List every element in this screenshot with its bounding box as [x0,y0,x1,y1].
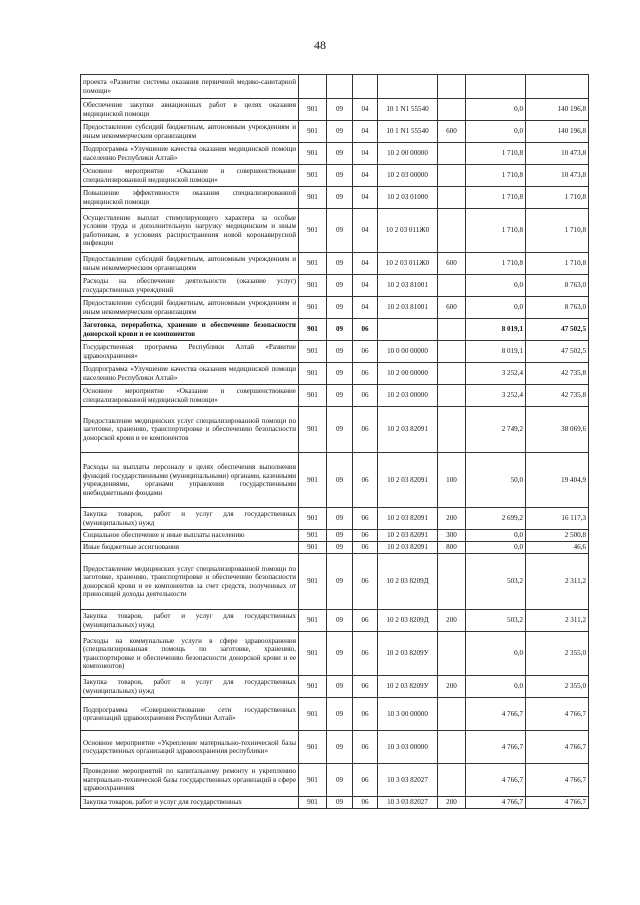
expense-type-cell: 800 [438,542,466,554]
section-code-cell: 09 [327,698,353,731]
amount-1-cell: 503,2 [466,610,526,632]
amount-2-cell: 2 355,0 [526,676,589,698]
table-row [81,363,589,385]
expense-type-cell: 200 [438,610,466,632]
target-article-cell: 10 2 00 00000 [378,143,438,165]
table-row [81,143,589,165]
admin-code-cell: 901 [299,385,327,407]
target-article-cell: 10 2 03 81001 [378,275,438,297]
expense-type-cell [438,275,466,297]
expense-type-cell: 600 [438,121,466,143]
admin-code-cell: 901 [299,698,327,731]
table-row [81,99,589,121]
admin-code-cell: 901 [299,676,327,698]
expense-type-cell [438,554,466,610]
subsection-code-cell: 06 [353,530,378,542]
admin-code-cell: 901 [299,797,327,809]
table-row [81,165,589,187]
target-article-cell: 10 2 03 82091 [378,407,438,453]
section-code-cell: 09 [327,165,353,187]
table-row [81,554,589,610]
amount-2-cell: 47 502,5 [526,341,589,363]
admin-code-cell: 901 [299,530,327,542]
item-name-cell: Основное мероприятие «Оказание и совершенствование специализированной медицинской помощи» [81,165,299,187]
table-body [81,75,589,809]
amount-1-cell: 0,0 [466,530,526,542]
subsection-code-cell: 06 [353,319,378,341]
admin-code-cell: 901 [299,610,327,632]
section-code-cell: 09 [327,209,353,253]
subsection-code-cell: 04 [353,121,378,143]
section-code-cell: 09 [327,453,353,508]
target-article-cell: 10 1 N1 55540 [378,121,438,143]
amount-2-cell: 10 473,8 [526,165,589,187]
expense-type-cell [438,731,466,764]
amount-2-cell: 140 196,8 [526,99,589,121]
item-name-cell: Расходы на коммунальные услуги в сфере здравоохранения (специализированная помощь по заготовке, хранению, транспортировке и обеспечению безопасности донорской крови и ее компонентов) [81,632,299,676]
table-row [81,542,589,554]
target-article-cell: 10 3 00 00000 [378,698,438,731]
item-name-cell: Основное мероприятие «Укрепление материально-технической базы государственных организаций здравоохранения республики» [81,731,299,764]
section-code-cell: 09 [327,341,353,363]
section-code-cell: 09 [327,121,353,143]
section-code-cell: 09 [327,275,353,297]
expense-type-cell: 200 [438,508,466,530]
amount-2-cell: 46,6 [526,542,589,554]
target-article-cell: 10 2 03 00000 [378,385,438,407]
expense-type-cell [438,764,466,797]
admin-code-cell: 901 [299,121,327,143]
table-row [81,209,589,253]
subsection-code-cell: 06 [353,698,378,731]
target-article-cell: 10 2 03 82091 [378,542,438,554]
subsection-code-cell: 06 [353,341,378,363]
item-name-cell: Подпрограмма «Улучшение качества оказания медицинской помощи населению Республики Алтай» [81,363,299,385]
table-row [81,385,589,407]
amount-2-cell: 2 500,8 [526,530,589,542]
target-article-cell: 10 2 03 82091 [378,508,438,530]
item-name-cell: Проведение мероприятий по капитальному ремонту и укреплению материально-технической базы государственных организаций в сфере здравоохранения [81,764,299,797]
table-row [81,319,589,341]
section-code-cell: 09 [327,143,353,165]
amount-1-cell: 0,0 [466,542,526,554]
table-row [81,341,589,363]
admin-code-cell: 901 [299,209,327,253]
amount-2-cell [526,75,589,99]
amount-1-cell: 0,0 [466,99,526,121]
section-code-cell: 09 [327,363,353,385]
expense-type-cell: 600 [438,253,466,275]
section-code-cell: 09 [327,632,353,676]
amount-2-cell: 42 735,8 [526,385,589,407]
amount-1-cell: 3 252,4 [466,363,526,385]
admin-code-cell: 901 [299,731,327,764]
item-name-cell: Подпрограмма «Совершенствование сети государственных организаций здравоохранения Республики Алтай» [81,698,299,731]
item-name-cell: Обеспечение закупки авиационных работ в целях оказания медицинской помощи [81,99,299,121]
amount-2-cell: 1 710,8 [526,209,589,253]
table-row [81,797,589,809]
target-article-cell: 10 2 03 82091 [378,453,438,508]
subsection-code-cell: 06 [353,676,378,698]
item-name-cell: Предоставление субсидий бюджетным, автономным учреждениям и иным некоммерческим организациям [81,253,299,275]
admin-code-cell: 901 [299,632,327,676]
section-code-cell: 09 [327,676,353,698]
table-row [81,187,589,209]
target-article-cell: 10 2 03 8209У [378,632,438,676]
subsection-code-cell: 04 [353,143,378,165]
expense-type-cell: 100 [438,453,466,508]
section-code-cell: 09 [327,731,353,764]
item-name-cell: Предоставление медицинских услуг специализированной помощи по заготовке, хранению, транспортировке и обеспечению безопасности донорской крови и ее компонентов [81,407,299,453]
expense-type-cell [438,341,466,363]
subsection-code-cell: 04 [353,99,378,121]
item-name-cell: Осуществление выплат стимулирующего характера за особые условия труда и дополнительную нагрузку медицинским и иным работникам, в условиях распространения новой коронавирусной инфекции [81,209,299,253]
subsection-code-cell: 06 [353,610,378,632]
item-name-cell: Предоставление субсидий бюджетным, автономным учреждениям и иным некоммерческим организациям [81,297,299,319]
expense-type-cell [438,187,466,209]
table-row [81,121,589,143]
section-code-cell: 09 [327,610,353,632]
expense-type-cell [438,363,466,385]
amount-2-cell: 38 069,6 [526,407,589,453]
amount-2-cell: 1 710,8 [526,187,589,209]
section-code-cell: 09 [327,319,353,341]
subsection-code-cell: 06 [353,554,378,610]
subsection-code-cell: 04 [353,165,378,187]
table-row [81,530,589,542]
admin-code-cell: 901 [299,253,327,275]
subsection-code-cell: 06 [353,385,378,407]
amount-1-cell: 8 019,1 [466,319,526,341]
expense-type-cell [438,165,466,187]
amount-2-cell: 47 502,5 [526,319,589,341]
item-name-cell: Иные бюджетные ассигнования [81,542,299,554]
admin-code-cell: 901 [299,165,327,187]
target-article-cell: 10 2 03 8209Д [378,554,438,610]
subsection-code-cell: 06 [353,797,378,809]
expense-type-cell [438,319,466,341]
admin-code-cell: 901 [299,275,327,297]
item-name-cell: Закупка товаров, работ и услуг для государственных (муниципальных) нужд [81,676,299,698]
subsection-code-cell: 04 [353,253,378,275]
admin-code-cell: 901 [299,99,327,121]
amount-1-cell: 2 749,2 [466,407,526,453]
amount-2-cell: 140 196,8 [526,121,589,143]
admin-code-cell: 901 [299,508,327,530]
section-code-cell: 09 [327,407,353,453]
admin-code-cell: 901 [299,143,327,165]
target-article-cell: 10 2 03 011Ж0 [378,209,438,253]
amount-2-cell: 16 117,3 [526,508,589,530]
table-row [81,632,589,676]
subsection-code-cell: 06 [353,508,378,530]
budget-table [80,74,589,809]
amount-2-cell: 42 735,8 [526,363,589,385]
item-name-cell: Предоставление медицинских услуг специализированной помощи по заготовке, хранению, транспортировке и обеспечению безопасности донорской крови и ее компонентов за счет средств, полученных от приносящей доходы деятельности [81,554,299,610]
amount-1-cell: 4 766,7 [466,764,526,797]
admin-code-cell: 901 [299,319,327,341]
table-row [81,508,589,530]
amount-1-cell: 1 710,8 [466,143,526,165]
subsection-code-cell: 04 [353,297,378,319]
table-row [81,253,589,275]
admin-code-cell: 901 [299,363,327,385]
target-article-cell: 10 2 03 00000 [378,165,438,187]
table-row [81,275,589,297]
amount-1-cell: 4 766,7 [466,731,526,764]
table-row [81,407,589,453]
expense-type-cell [438,209,466,253]
section-code-cell: 09 [327,297,353,319]
subsection-code-cell: 04 [353,209,378,253]
admin-code-cell [299,75,327,99]
item-name-cell: Предоставление субсидий бюджетным, автономным учреждениям и иным некоммерческим организациям [81,121,299,143]
amount-1-cell: 1 710,8 [466,209,526,253]
table-row [81,75,589,99]
amount-1-cell: 1 710,8 [466,165,526,187]
section-code-cell: 09 [327,99,353,121]
item-name-cell: Основное мероприятие «Оказание и совершенствование специализированной медицинской помощи» [81,385,299,407]
amount-2-cell: 2 311,2 [526,610,589,632]
amount-2-cell: 1 710,8 [526,253,589,275]
admin-code-cell: 901 [299,187,327,209]
amount-1-cell: 3 252,4 [466,385,526,407]
amount-1-cell: 0,0 [466,275,526,297]
amount-1-cell: 503,2 [466,554,526,610]
section-code-cell: 09 [327,797,353,809]
expense-type-cell [438,407,466,453]
subsection-code-cell: 06 [353,407,378,453]
expense-type-cell [438,698,466,731]
item-name-cell: проекта «Развитие системы оказания первичной медико-санитарной помощи» [81,75,299,99]
admin-code-cell: 901 [299,554,327,610]
amount-2-cell: 4 766,7 [526,731,589,764]
target-article-cell: 10 3 03 82027 [378,764,438,797]
target-article-cell: 10 3 03 82027 [378,797,438,809]
amount-2-cell: 2 355,0 [526,632,589,676]
amount-1-cell: 1 710,8 [466,187,526,209]
item-name-cell: Закупка товаров, работ и услуг для государственных [81,797,299,809]
table-row [81,731,589,764]
expense-type-cell [438,99,466,121]
expense-type-cell [438,143,466,165]
amount-1-cell: 0,0 [466,676,526,698]
target-article-cell: 10 2 03 82091 [378,530,438,542]
subsection-code-cell [353,75,378,99]
table-row [81,676,589,698]
amount-2-cell: 4 766,7 [526,797,589,809]
section-code-cell: 09 [327,187,353,209]
expense-type-cell [438,75,466,99]
target-article-cell: 10 2 03 8209Д [378,610,438,632]
amount-1-cell: 50,0 [466,453,526,508]
amount-2-cell: 10 473,8 [526,143,589,165]
item-name-cell: Расходы на обеспечение деятельности (оказание услуг) государственных учреждений [81,275,299,297]
amount-1-cell: 0,0 [466,297,526,319]
target-article-cell: 10 1 N1 55540 [378,99,438,121]
amount-2-cell: 4 766,7 [526,764,589,797]
section-code-cell: 09 [327,508,353,530]
target-article-cell: 10 2 00 00000 [378,363,438,385]
table-row [81,698,589,731]
item-name-cell: Расходы на выплаты персоналу в целях обеспечения выполнения функций государственными (муниципальными) органами, казенными учреждениями, органами управления государственными внебюджетными фондами [81,453,299,508]
target-article-cell: 10 0 00 00000 [378,341,438,363]
amount-2-cell: 8 763,0 [526,297,589,319]
admin-code-cell: 901 [299,542,327,554]
table-row [81,297,589,319]
amount-1-cell: 2 699,2 [466,508,526,530]
admin-code-cell: 901 [299,407,327,453]
amount-2-cell: 4 766,7 [526,698,589,731]
subsection-code-cell: 04 [353,275,378,297]
section-code-cell [327,75,353,99]
section-code-cell: 09 [327,253,353,275]
amount-1-cell: 1 710,8 [466,253,526,275]
target-article-cell [378,75,438,99]
section-code-cell: 09 [327,554,353,610]
expense-type-cell [438,385,466,407]
target-article-cell: 10 2 03 011Ж0 [378,253,438,275]
subsection-code-cell: 06 [353,632,378,676]
page-number: 48 [314,38,326,52]
amount-1-cell: 0,0 [466,632,526,676]
admin-code-cell: 901 [299,764,327,797]
amount-2-cell: 19 404,9 [526,453,589,508]
section-code-cell: 09 [327,542,353,554]
table-row [81,610,589,632]
item-name-cell: Социальное обеспечение и иные выплаты населению [81,530,299,542]
subsection-code-cell: 06 [353,731,378,764]
section-code-cell: 09 [327,385,353,407]
subsection-code-cell: 06 [353,542,378,554]
amount-1-cell: 4 766,7 [466,698,526,731]
item-name-cell: Закупка товаров, работ и услуг для государственных (муниципальных) нужд [81,610,299,632]
subsection-code-cell: 06 [353,363,378,385]
target-article-cell: 10 2 03 81001 [378,297,438,319]
item-name-cell: Государственная программа Республики Алтай «Развитие здравоохранения» [81,341,299,363]
target-article-cell: 10 3 03 00000 [378,731,438,764]
item-name-cell: Закупка товаров, работ и услуг для государственных (муниципальных) нужд [81,508,299,530]
expense-type-cell: 200 [438,676,466,698]
expense-type-cell: 300 [438,530,466,542]
target-article-cell: 10 2 03 01000 [378,187,438,209]
item-name-cell: Повышение эффективности оказания специализированной медицинской помощи [81,187,299,209]
admin-code-cell: 901 [299,297,327,319]
amount-1-cell: 0,0 [466,121,526,143]
item-name-cell: Подпрограмма «Улучшение качества оказания медицинской помощи населению Республики Алтай» [81,143,299,165]
target-article-cell: 10 2 03 8209У [378,676,438,698]
amount-2-cell: 8 763,0 [526,275,589,297]
section-code-cell: 09 [327,764,353,797]
subsection-code-cell: 06 [353,453,378,508]
target-article-cell [378,319,438,341]
subsection-code-cell: 06 [353,764,378,797]
expense-type-cell: 200 [438,797,466,809]
item-name-cell: Заготовка, переработка, хранение и обеспечение безопасности донорской крови и ее компонентов [81,319,299,341]
amount-1-cell: 4 766,7 [466,797,526,809]
expense-type-cell [438,632,466,676]
admin-code-cell: 901 [299,453,327,508]
amount-1-cell: 8 019,1 [466,341,526,363]
subsection-code-cell: 04 [353,187,378,209]
amount-2-cell: 2 311,2 [526,554,589,610]
amount-1-cell [466,75,526,99]
table-row [81,453,589,508]
table-row [81,764,589,797]
expense-type-cell: 600 [438,297,466,319]
section-code-cell: 09 [327,530,353,542]
admin-code-cell: 901 [299,341,327,363]
